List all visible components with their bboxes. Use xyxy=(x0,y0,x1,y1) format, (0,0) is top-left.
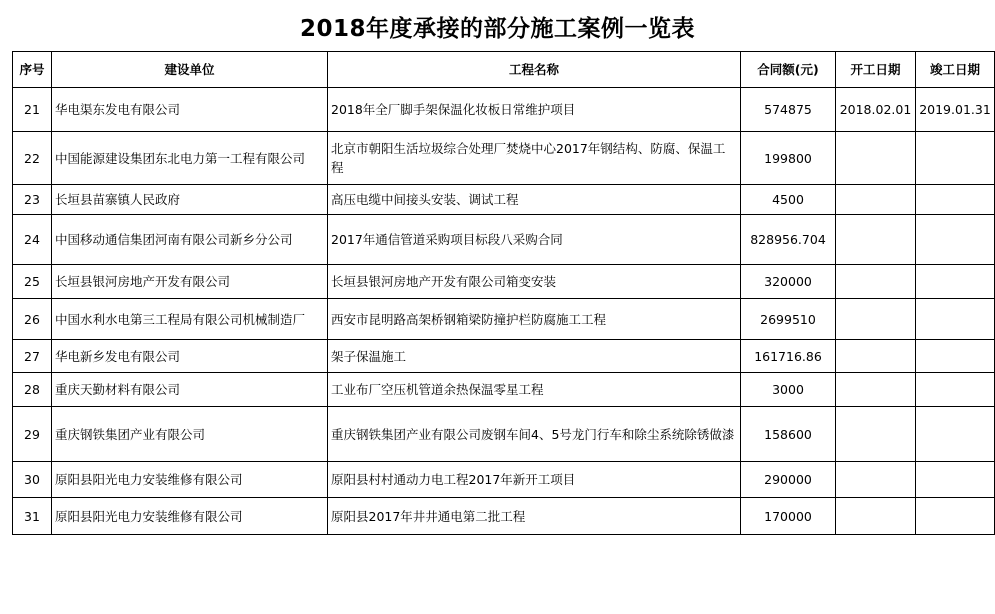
cell-end-date xyxy=(916,498,995,535)
cell-amount: 828956.704 xyxy=(741,215,836,265)
cell-project: 架子保温施工 xyxy=(328,340,741,373)
cell-amount: 161716.86 xyxy=(741,340,836,373)
cell-unit: 原阳县阳光电力安装维修有限公司 xyxy=(52,498,328,535)
header-start-date: 开工日期 xyxy=(836,52,916,88)
cell-unit: 重庆天勤材料有限公司 xyxy=(52,373,328,407)
header-project: 工程名称 xyxy=(328,52,741,88)
cell-end-date: 2019.01.31 xyxy=(916,88,995,132)
cell-end-date xyxy=(916,215,995,265)
cell-unit: 中国能源建设集团东北电力第一工程有限公司 xyxy=(52,132,328,185)
cell-unit: 长垣县银河房地产开发有限公司 xyxy=(52,265,328,299)
cell-project: 原阳县村村通动力电工程2017年新开工项目 xyxy=(328,462,741,498)
cell-unit: 重庆钢铁集团产业有限公司 xyxy=(52,407,328,462)
cell-unit: 华电渠东发电有限公司 xyxy=(52,88,328,132)
cell-start-date: 2018.02.01 xyxy=(836,88,916,132)
cell-end-date xyxy=(916,340,995,373)
cell-amount: 3000 xyxy=(741,373,836,407)
cell-project: 北京市朝阳生活垃圾综合处理厂焚烧中心2017年钢结构、防腐、保温工程 xyxy=(328,132,741,185)
table-row xyxy=(13,299,995,340)
cell-no: 26 xyxy=(13,299,52,340)
cell-start-date xyxy=(836,185,916,215)
cell-no: 28 xyxy=(13,373,52,407)
table-row xyxy=(13,340,995,373)
cell-no: 21 xyxy=(13,88,52,132)
table-row xyxy=(13,215,995,265)
cell-no: 30 xyxy=(13,462,52,498)
cell-amount: 4500 xyxy=(741,185,836,215)
cell-start-date xyxy=(836,340,916,373)
cell-amount: 2699510 xyxy=(741,299,836,340)
cell-start-date xyxy=(836,498,916,535)
cell-no: 31 xyxy=(13,498,52,535)
cell-amount: 290000 xyxy=(741,462,836,498)
cell-amount: 170000 xyxy=(741,498,836,535)
table-header-row xyxy=(13,52,995,88)
cell-amount: 574875 xyxy=(741,88,836,132)
cell-end-date xyxy=(916,265,995,299)
table-row xyxy=(13,265,995,299)
cell-project: 西安市昆明路高架桥钢箱梁防撞护栏防腐施工工程 xyxy=(328,299,741,340)
cell-no: 23 xyxy=(13,185,52,215)
cell-end-date xyxy=(916,132,995,185)
cell-start-date xyxy=(836,265,916,299)
cell-start-date xyxy=(836,407,916,462)
cell-no: 22 xyxy=(13,132,52,185)
cell-end-date xyxy=(916,462,995,498)
table-row xyxy=(13,407,995,462)
cell-start-date xyxy=(836,132,916,185)
cell-project: 2018年全厂脚手架保温化妆板日常维护项目 xyxy=(328,88,741,132)
cell-start-date xyxy=(836,215,916,265)
cell-unit: 原阳县阳光电力安装维修有限公司 xyxy=(52,462,328,498)
cell-project: 工业布厂空压机管道余热保温零星工程 xyxy=(328,373,741,407)
cell-project: 高压电缆中间接头安装、调试工程 xyxy=(328,185,741,215)
table-row xyxy=(13,373,995,407)
table-row xyxy=(13,185,995,215)
cell-end-date xyxy=(916,373,995,407)
cell-project: 原阳县2017年井井通电第二批工程 xyxy=(328,498,741,535)
page-title: 2018年度承接的部分施工案例一览表 xyxy=(299,16,695,42)
cell-unit: 中国移动通信集团河南有限公司新乡分公司 xyxy=(52,215,328,265)
cell-project: 重庆钢铁集团产业有限公司废钢车间4、5号龙门行车和除尘系统除锈做漆 xyxy=(328,407,741,462)
table-row xyxy=(13,498,995,535)
cell-amount: 199800 xyxy=(741,132,836,185)
cell-start-date xyxy=(836,373,916,407)
table-row xyxy=(13,132,995,185)
cell-no: 24 xyxy=(13,215,52,265)
header-amount: 合同额(元) xyxy=(741,52,836,88)
cell-project: 2017年通信管道采购项目标段八采购合同 xyxy=(328,215,741,265)
cell-start-date xyxy=(836,299,916,340)
cell-unit: 中国水利水电第三工程局有限公司机械制造厂 xyxy=(52,299,328,340)
cell-unit: 长垣县苗寨镇人民政府 xyxy=(52,185,328,215)
cell-amount: 320000 xyxy=(741,265,836,299)
cell-project: 长垣县银河房地产开发有限公司箱变安装 xyxy=(328,265,741,299)
cell-start-date xyxy=(836,462,916,498)
table-row xyxy=(13,462,995,498)
table-row xyxy=(13,88,995,132)
cell-no: 29 xyxy=(13,407,52,462)
cell-end-date xyxy=(916,299,995,340)
cell-no: 27 xyxy=(13,340,52,373)
cell-amount: 158600 xyxy=(741,407,836,462)
construction-case-table xyxy=(12,51,995,535)
header-no: 序号 xyxy=(13,52,52,88)
cell-unit: 华电新乡发电有限公司 xyxy=(52,340,328,373)
cell-end-date xyxy=(916,185,995,215)
cell-no: 25 xyxy=(13,265,52,299)
cell-end-date xyxy=(916,407,995,462)
header-unit: 建设单位 xyxy=(52,52,328,88)
header-end-date: 竣工日期 xyxy=(916,52,995,88)
